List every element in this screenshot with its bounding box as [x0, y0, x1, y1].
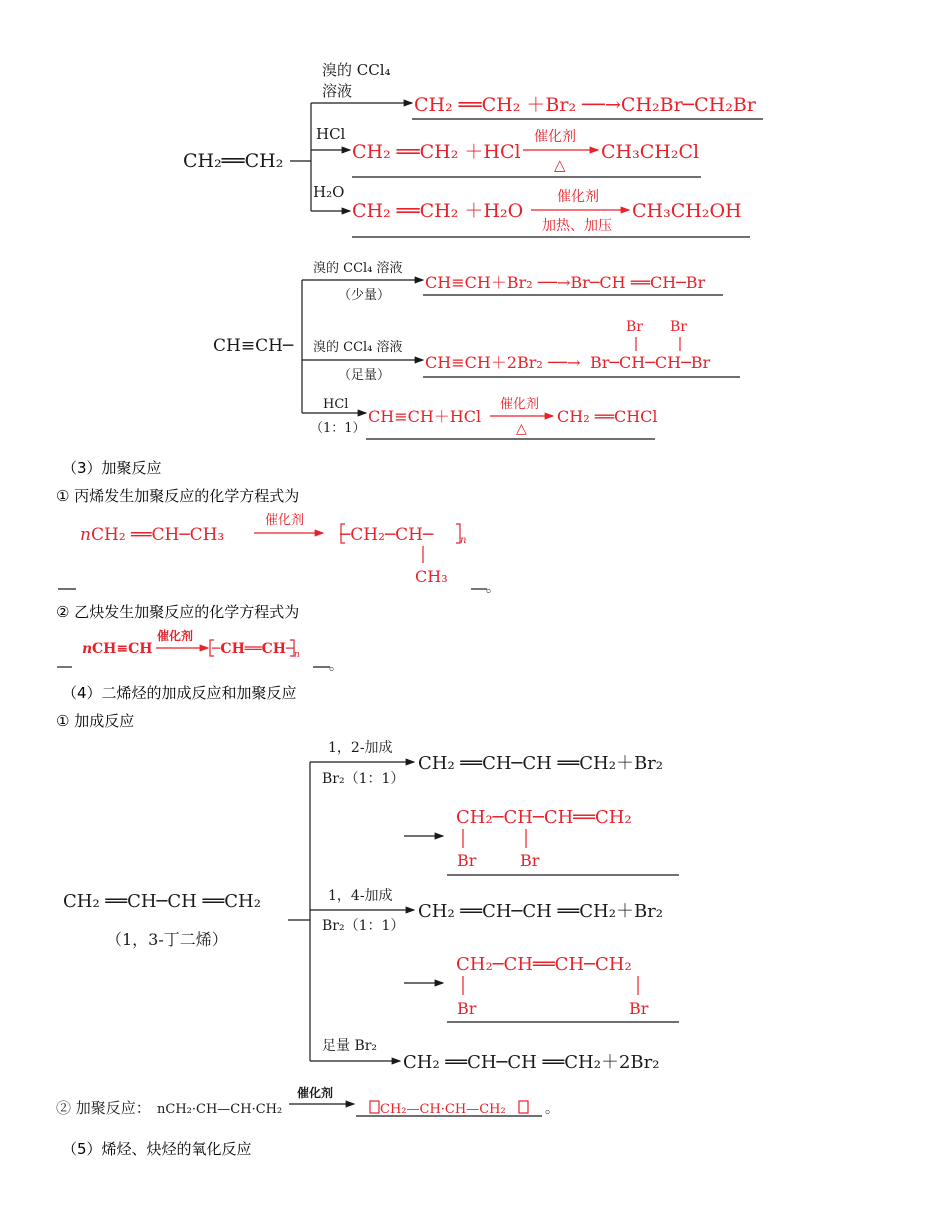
ethylene-b2-heat: △ [554, 156, 566, 174]
butadiene-b2-eq: CH₂ ══CH─CH ══CH₂＋Br₂ [418, 901, 663, 922]
propene-rhs: ─CH₂─CH─ [340, 525, 434, 545]
butadiene-poly-rhs: CH₂—CH·CH—CH₂ [380, 1102, 506, 1117]
section4-heading: （4）二烯烃的加成反应和加聚反应 [62, 684, 297, 702]
acetylene-b3-lhs: CH≡CH＋HCl [368, 407, 482, 426]
ethylene-b3-cond: H₂O [313, 183, 345, 201]
propene-ch3: CH₃ [415, 567, 448, 586]
butadiene-b2-cond-top: 1，4-加成 [328, 888, 393, 904]
butadiene-b1-prod: CH₂─CH─CH══CH₂ [456, 807, 632, 828]
acetylene-poly-lhs: CH≡CH [92, 641, 153, 657]
acetylene-poly-cat: 催化剂 [157, 629, 194, 643]
acetylene-b1-cond-bottom: （少量） [338, 288, 391, 303]
propene-sub-n: n [460, 535, 467, 546]
ethylene-reactant: CH₂══CH₂ [183, 150, 284, 172]
acetylene-b1-eq: CH≡CH＋Br₂ ──→Br─CH ══CH─Br [425, 273, 706, 292]
propene-lhs: CH₂ ══CH─CH₃ [91, 525, 225, 545]
acetylene-scheme [213, 260, 740, 439]
acetylene-b2-br-1: Br [626, 319, 643, 335]
butadiene-b2-cond-bottom: Br₂（1：1） [322, 918, 405, 934]
propene-end: 。 [486, 580, 500, 596]
propene-n: n [80, 525, 91, 545]
butadiene-b2-prod: CH₂─CH══CH─CH₂ [456, 954, 632, 975]
acetylene-b3-cond-bottom: （1：1） [310, 421, 366, 436]
butadiene-b2-br-2: Br [629, 999, 649, 1018]
acetylene-poly-sub-n: n [294, 650, 300, 660]
ethylene-b1-cond-top: 溴的 CCl₄ [322, 61, 391, 79]
acetylene-b3-rhs: CH₂ ══CHCl [557, 407, 658, 426]
butadiene-poly-lhs: nCH₂·CH—CH·CH₂ [157, 1102, 283, 1117]
acetylene-b2-br-2: Br [670, 319, 687, 335]
butadiene-b1-cond-bottom: Br₂（1：1） [322, 771, 405, 787]
propene-polymerization [58, 512, 500, 596]
butadiene-poly-label: ② 加聚反应： [56, 1099, 151, 1117]
acetylene-reactant: CH≡CH─ [213, 336, 294, 356]
acetylene-b3-cat: 催化剂 [500, 397, 540, 412]
acetylene-b2-cond-top: 溴的 CCl₄ 溶液 [313, 340, 403, 355]
ethylene-b1-eq: CH₂ ══CH₂ ＋Br₂ ──→CH₂Br─CH₂Br [414, 94, 756, 116]
butadiene-poly-end: 。 [545, 1101, 559, 1117]
butadiene-b1-cond-top: 1，2-加成 [328, 740, 393, 756]
acetylene-b2-lhs: CH≡CH＋2Br₂ ──→ [425, 353, 581, 372]
butadiene-b1-br-2: Br [520, 851, 540, 870]
section3-heading: （3）加聚反应 [62, 459, 162, 477]
ethylene-b2-rhs: CH₃CH₂Cl [601, 141, 700, 163]
acetylene-b2-rhs: Br─CH─CH─Br [590, 353, 711, 372]
acetylene-poly-rhs: ─CH══CH─ [212, 641, 295, 657]
section3-item2: ② 乙炔发生加聚反应的化学方程式为 [56, 603, 300, 621]
butadiene-reactant: CH₂ ══CH─CH ══CH₂ [63, 891, 261, 912]
propene-cat: 催化剂 [265, 513, 305, 528]
ethylene-b3-rhs: CH₃CH₂OH [632, 200, 742, 222]
acetylene-poly-end: 。 [329, 658, 343, 674]
butadiene-poly-cat: 催化剂 [297, 1086, 334, 1100]
ethylene-b3-lhs: CH₂ ══CH₂ ＋H₂O [352, 200, 524, 222]
ethylene-b2-lhs: CH₂ ══CH₂ ＋HCl [352, 141, 521, 163]
ethylene-scheme [183, 61, 763, 237]
butadiene-b1-br-1: Br [457, 851, 477, 870]
section4-item1: ① 加成反应 [56, 712, 135, 730]
butadiene-name: （1，3-丁二烯） [106, 930, 228, 949]
butadiene-b2-br-1: Br [457, 999, 477, 1018]
butadiene-scheme [63, 739, 679, 1073]
acetylene-b3-cond-top: HCl [323, 397, 349, 412]
acetylene-b2-cond-bottom: （足量） [338, 368, 391, 383]
butadiene-b3-eq: CH₂ ══CH─CH ══CH₂＋2Br₂ [403, 1052, 660, 1073]
butadiene-polymerization [56, 1085, 559, 1117]
ethylene-b2-cat: 催化剂 [534, 129, 576, 145]
acetylene-polymerization [57, 628, 343, 674]
acetylene-b1-cond-top: 溴的 CCl₄ 溶液 [313, 261, 403, 276]
section3-item1: ① 丙烯发生加聚反应的化学方程式为 [56, 487, 300, 505]
butadiene-b3-cond-top: 足量 Br₂ [322, 1038, 378, 1054]
ethylene-b3-cat: 催化剂 [557, 189, 599, 205]
acetylene-b3-heat: △ [516, 421, 527, 437]
butadiene-b1-eq: CH₂ ══CH─CH ══CH₂＋Br₂ [418, 753, 663, 774]
acetylene-poly-n: n [82, 641, 93, 657]
ethylene-b2-cond: HCl [316, 125, 346, 143]
ethylene-b1-cond-bottom: 溶液 [322, 82, 353, 100]
section5-heading: （5）烯烃、炔烃的氧化反应 [62, 1140, 252, 1158]
ethylene-b3-extra: 加热、加压 [542, 218, 612, 234]
